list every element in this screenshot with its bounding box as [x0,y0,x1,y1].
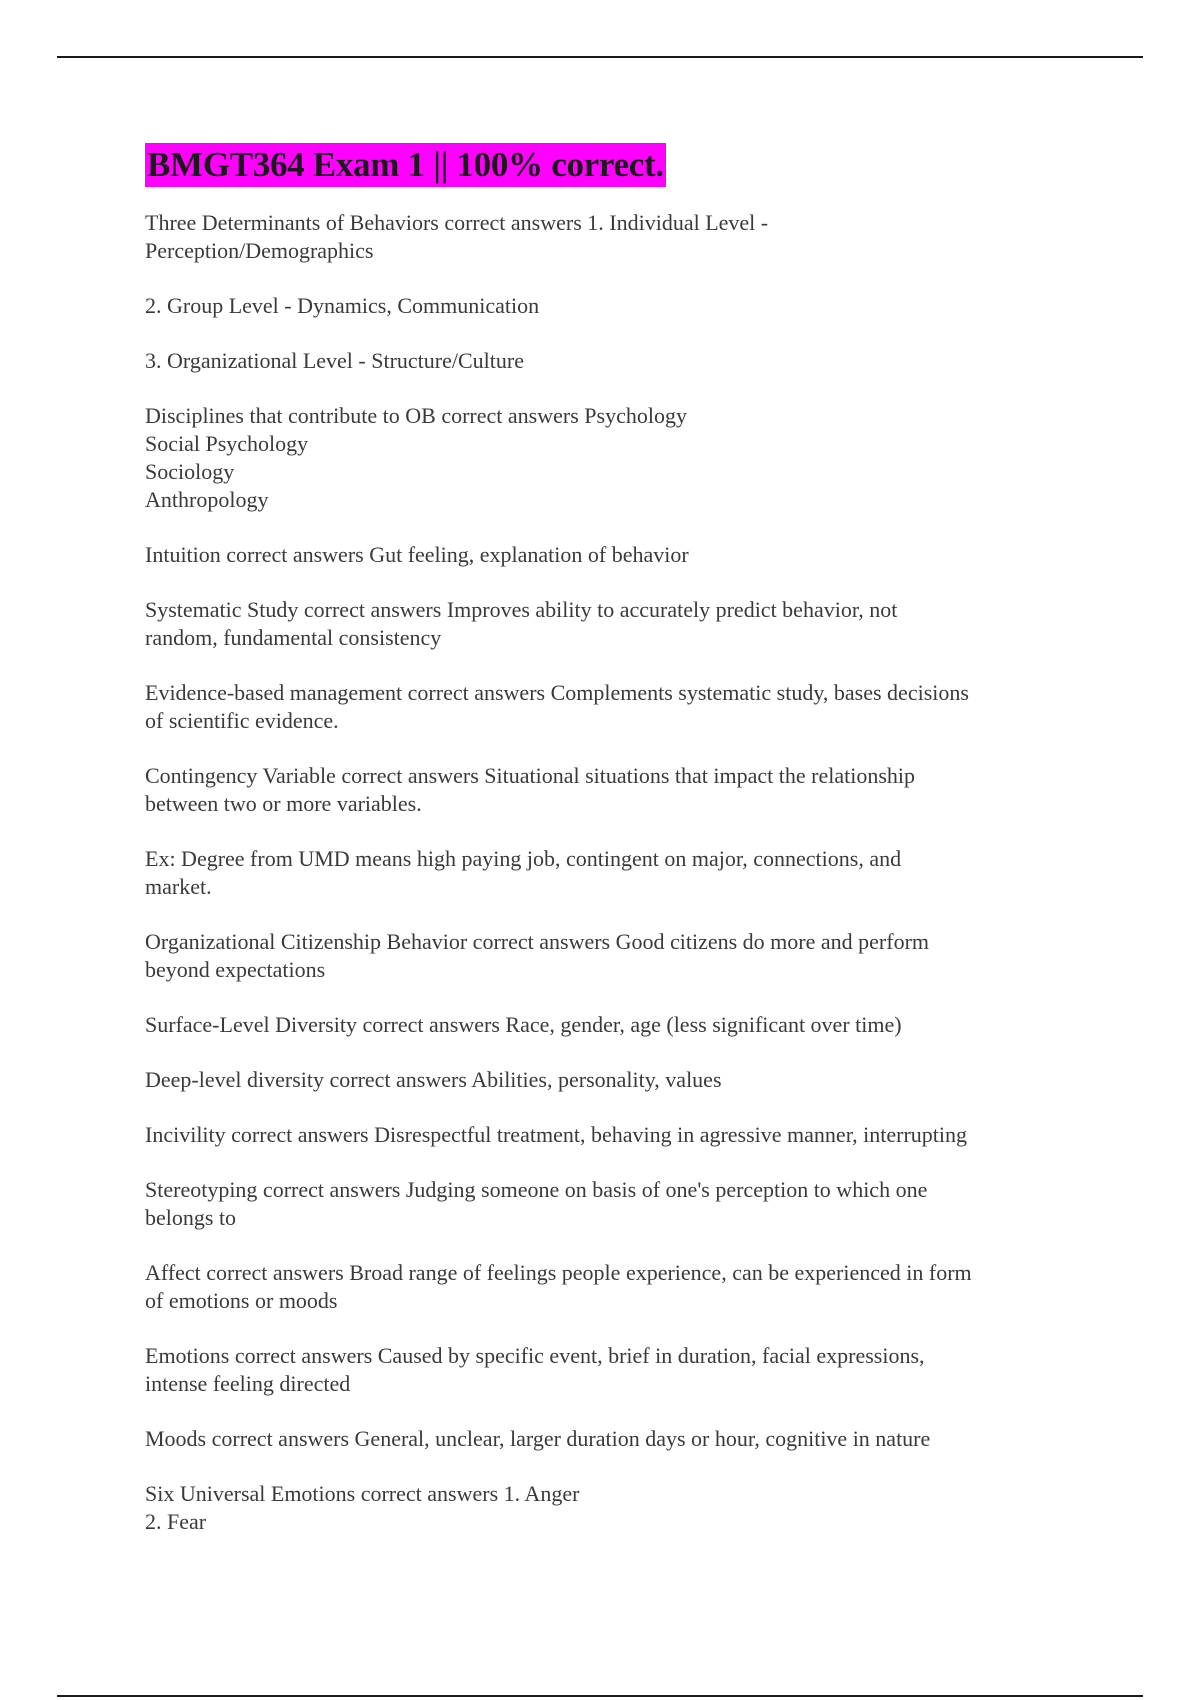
paragraph-line: beyond expectations [145,957,326,982]
qa-paragraph [145,1342,1065,1398]
paragraph-line: Intuition correct answers Gut feeling, explanation of behavior [145,542,689,567]
qa-paragraph [145,1066,1065,1094]
paragraph-line: Surface-Level Diversity correct answers Race, gender, age (less significant over time) [145,1012,902,1037]
paragraph-line: 2. Group Level - Dynamics, Communication [145,293,540,318]
paragraph-line: of emotions or moods [145,1288,338,1313]
paragraph-line: Perception/Demographics [145,238,374,263]
qa-paragraph [145,845,1065,901]
paragraph-line: Deep-level diversity correct answers Abilities, personality, values [145,1067,722,1092]
document-title: BMGT364 Exam 1 || 100% correct. [145,143,666,187]
paragraph-line: Disciplines that contribute to OB correct answers Psychology [145,403,687,428]
paragraph-line: Social Psychology [145,431,309,456]
paragraph-line: Stereotyping correct answers Judging someone on basis of one's perception to which one [145,1177,928,1202]
qa-paragraph [145,928,1065,984]
paragraph-line: Moods correct answers General, unclear, larger duration days or hour, cognitive in nature [145,1426,931,1451]
paragraph-line: between two or more variables. [145,791,422,816]
paragraph-line: market. [145,874,212,899]
qa-paragraph [145,402,1065,514]
bottom-rule [57,1695,1143,1697]
qa-paragraph [145,541,1065,569]
paragraph-line: Incivility correct answers Disrespectful treatment, behaving in agressive manner, interrupting [145,1122,968,1147]
paragraph-line: random, fundamental consistency [145,625,442,650]
paragraph-line: Evidence-based management correct answers Complements systematic study, bases decisions [145,680,969,705]
qa-paragraph [145,596,1065,652]
paragraph-line: 2. Fear [145,1509,207,1534]
paragraph-line: Affect correct answers Broad range of feelings people experience, can be experienced in form [145,1260,972,1285]
qa-paragraph [145,292,1065,320]
qa-paragraph [145,1176,1065,1232]
paragraph-line: of scientific evidence. [145,708,339,733]
paragraph-line: intense feeling directed [145,1371,351,1396]
paragraph-line: 3. Organizational Level - Structure/Culture [145,348,524,373]
paragraph-line: belongs to [145,1205,237,1230]
qa-paragraph [145,347,1065,375]
qa-paragraph [145,1011,1065,1039]
top-rule [57,56,1143,58]
paragraph-line: Ex: Degree from UMD means high paying job, contingent on major, connections, and [145,846,902,871]
qa-paragraph [145,762,1065,818]
paragraph-line: Contingency Variable correct answers Situational situations that impact the relationship [145,763,916,788]
document-body [145,143,1065,1563]
paragraph-line: Systematic Study correct answers Improves ability to accurately predict behavior, not [145,597,898,622]
paragraph-line: Sociology [145,459,235,484]
qa-paragraph [145,1259,1065,1315]
qa-paragraph [145,209,1065,265]
qa-paragraph [145,679,1065,735]
paragraph-line: Six Universal Emotions correct answers 1. Anger [145,1481,580,1506]
paragraph-line: Three Determinants of Behaviors correct answers 1. Individual Level - [145,210,769,235]
qa-paragraph [145,1425,1065,1453]
paragraph-line: Organizational Citizenship Behavior correct answers Good citizens do more and perform [145,929,930,954]
paragraph-line: Emotions correct answers Caused by specific event, brief in duration, facial expressions, [145,1343,925,1368]
paragraph-list [145,209,1065,1536]
qa-paragraph [145,1480,1065,1536]
paragraph-line: Anthropology [145,487,269,512]
qa-paragraph [145,1121,1065,1149]
